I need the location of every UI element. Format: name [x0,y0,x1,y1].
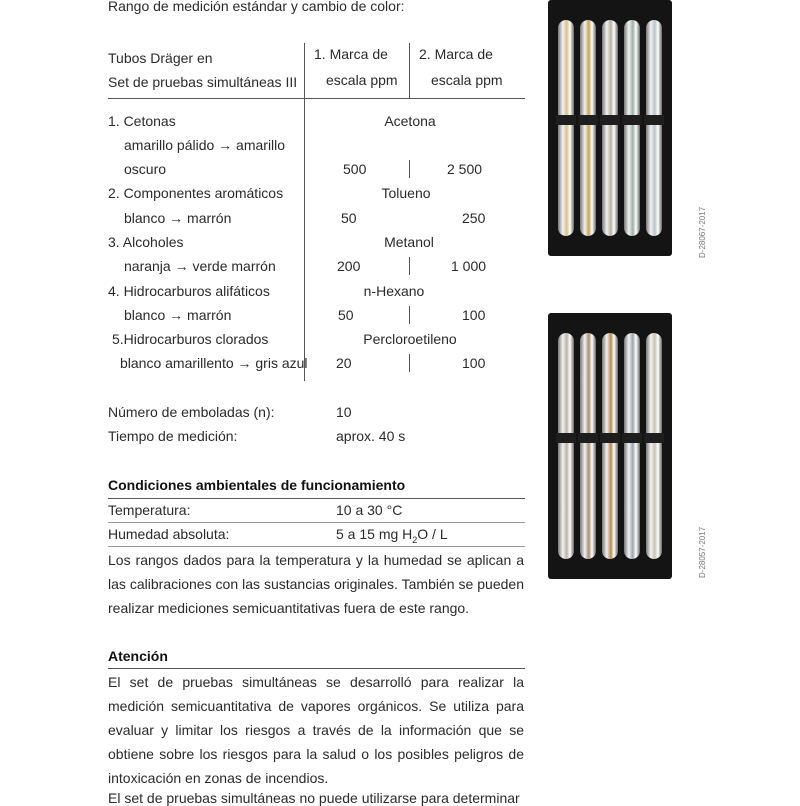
tube-holder-band [578,115,598,125]
tube-holder-band [556,115,576,125]
tube-holder-band [600,115,620,125]
table-row-1-separator [409,160,410,178]
table-row-3-mark2: 1 000 [451,258,487,274]
table-header-rule [108,98,525,99]
table-header-col2-line1: 1. Marca de [314,46,388,62]
table-row-5-mark2: 100 [462,355,486,371]
tube-holder-band [644,433,664,443]
table-header-col1-line2: Set de pruebas simultáneas III [108,74,298,90]
test-tube-image [646,333,662,559]
table-row-4-separator [409,306,410,324]
table-row-1-substance: Acetona [384,113,436,129]
tube-holder-band [622,115,642,125]
tube-set-photo-1 [548,0,672,256]
table-row-1-color-line1: amarillo pálido → amarillo [124,137,286,153]
test-tube-image [580,333,596,559]
conditions-rule-bottom [108,546,525,547]
conditions-rule-top [108,498,525,499]
table-row-5-mark1: 20 [336,355,352,371]
table-row-2-name: 2. Componentes aromáticos [108,185,284,201]
time-value: aprox. 40 s [336,428,406,444]
test-tube-image [558,20,574,236]
test-tube-image [624,333,640,559]
table-header-col2-line2: escala ppm [326,72,398,88]
tube-holder-band [622,433,642,443]
table-row-3-mark1: 200 [337,258,361,274]
tube-holder-band [644,115,664,125]
attention-text: El set de pruebas simultáneas se desarrolló para realizar la medición semicuantitativa de vapores orgánicos. Se utiliza para evaluar y limitar los riesgos a través de la información que se obtiene sobre los riesgos para la salud o los posibles peligros de intoxicación en zonas de incendios. [108,674,524,786]
conditions-note: Los rangos dados para la temperatura y la humedad se aplican a las calibraciones con las sustancias originales. También se pueden realizar mediciones semicuantitativas fuera de este rango. [108,552,524,616]
table-row-1-color-line2: oscuro [124,161,167,177]
table-row-1-name: 1. Cetonas [108,113,176,129]
temperature-value: 10 a 30 °C [336,502,403,518]
table-row-1-mark2: 2 500 [447,161,483,177]
tube-holder-band [556,433,576,443]
attention-rule [108,668,525,669]
table-header-divider-1 [304,43,305,98]
table-row-2-color: blanco → marrón [124,210,232,226]
table-row-3-substance: Metanol [384,234,434,250]
table-row-4-color: blanco → marrón [124,307,232,323]
humidity-label: Humedad absoluta: [108,526,230,542]
table-row-1-mark1: 500 [343,161,367,177]
table-row-5-name: 5.Hidrocarburos clorados [112,331,269,347]
attention-heading: Atención [108,648,168,664]
table-row-5-color: blanco amarillento → gris azul [120,355,308,371]
test-tube-image [624,20,640,236]
table-row-3-separator [409,257,410,275]
table-header-divider-2 [409,43,410,98]
table-row-4-mark1: 50 [338,307,354,323]
table-row-4-substance: n-Hexano [363,283,425,299]
conditions-rule-mid [108,522,525,523]
table-row-4-mark2: 100 [462,307,486,323]
tube-holder-band [600,433,620,443]
intro-text: Rango de medición estándar y cambio de color: [108,0,405,14]
table-header-col3-line1: 2. Marca de [419,46,493,62]
test-tube-image [602,333,618,559]
attention-cut-line: El set de pruebas simultáneas no puede utilizarse para determinar [108,790,520,806]
tube-holder-band [578,433,598,443]
photo-credit-1: D-28067-2017 [698,206,707,258]
table-row-2-mark2: 250 [462,210,486,226]
time-label: Tiempo de medición: [108,428,238,444]
test-tube-image [558,333,574,559]
conditions-heading: Condiciones ambientales de funcionamiento [108,477,406,493]
table-row-4-name: 4. Hidrocarburos alifáticos [108,283,270,299]
tube-set-photo-2 [548,313,672,579]
strokes-value: 10 [336,404,352,420]
table-header-col1-line1: Tubos Dräger en [108,50,213,66]
temperature-label: Temperatura: [108,502,191,518]
table-row-2-substance: Tolueno [381,185,431,201]
table-row-3-name: 3. Alcoholes [108,234,184,250]
test-tube-image [646,20,662,236]
photo-credit-2: D-28057-2017 [698,526,707,578]
test-tube-image [580,20,596,236]
test-tube-image [602,20,618,236]
strokes-label: Número de emboladas (n): [108,404,275,420]
table-row-3-color: naranja → verde marrón [124,258,276,274]
table-header-col3-line2: escala ppm [431,72,503,88]
table-row-5-substance: Percloroetileno [363,331,457,347]
table-row-2-mark1: 50 [341,210,357,226]
humidity-value: 5 a 15 mg $H_2O$ / L [336,526,448,545]
table-row-5-separator [409,354,410,372]
